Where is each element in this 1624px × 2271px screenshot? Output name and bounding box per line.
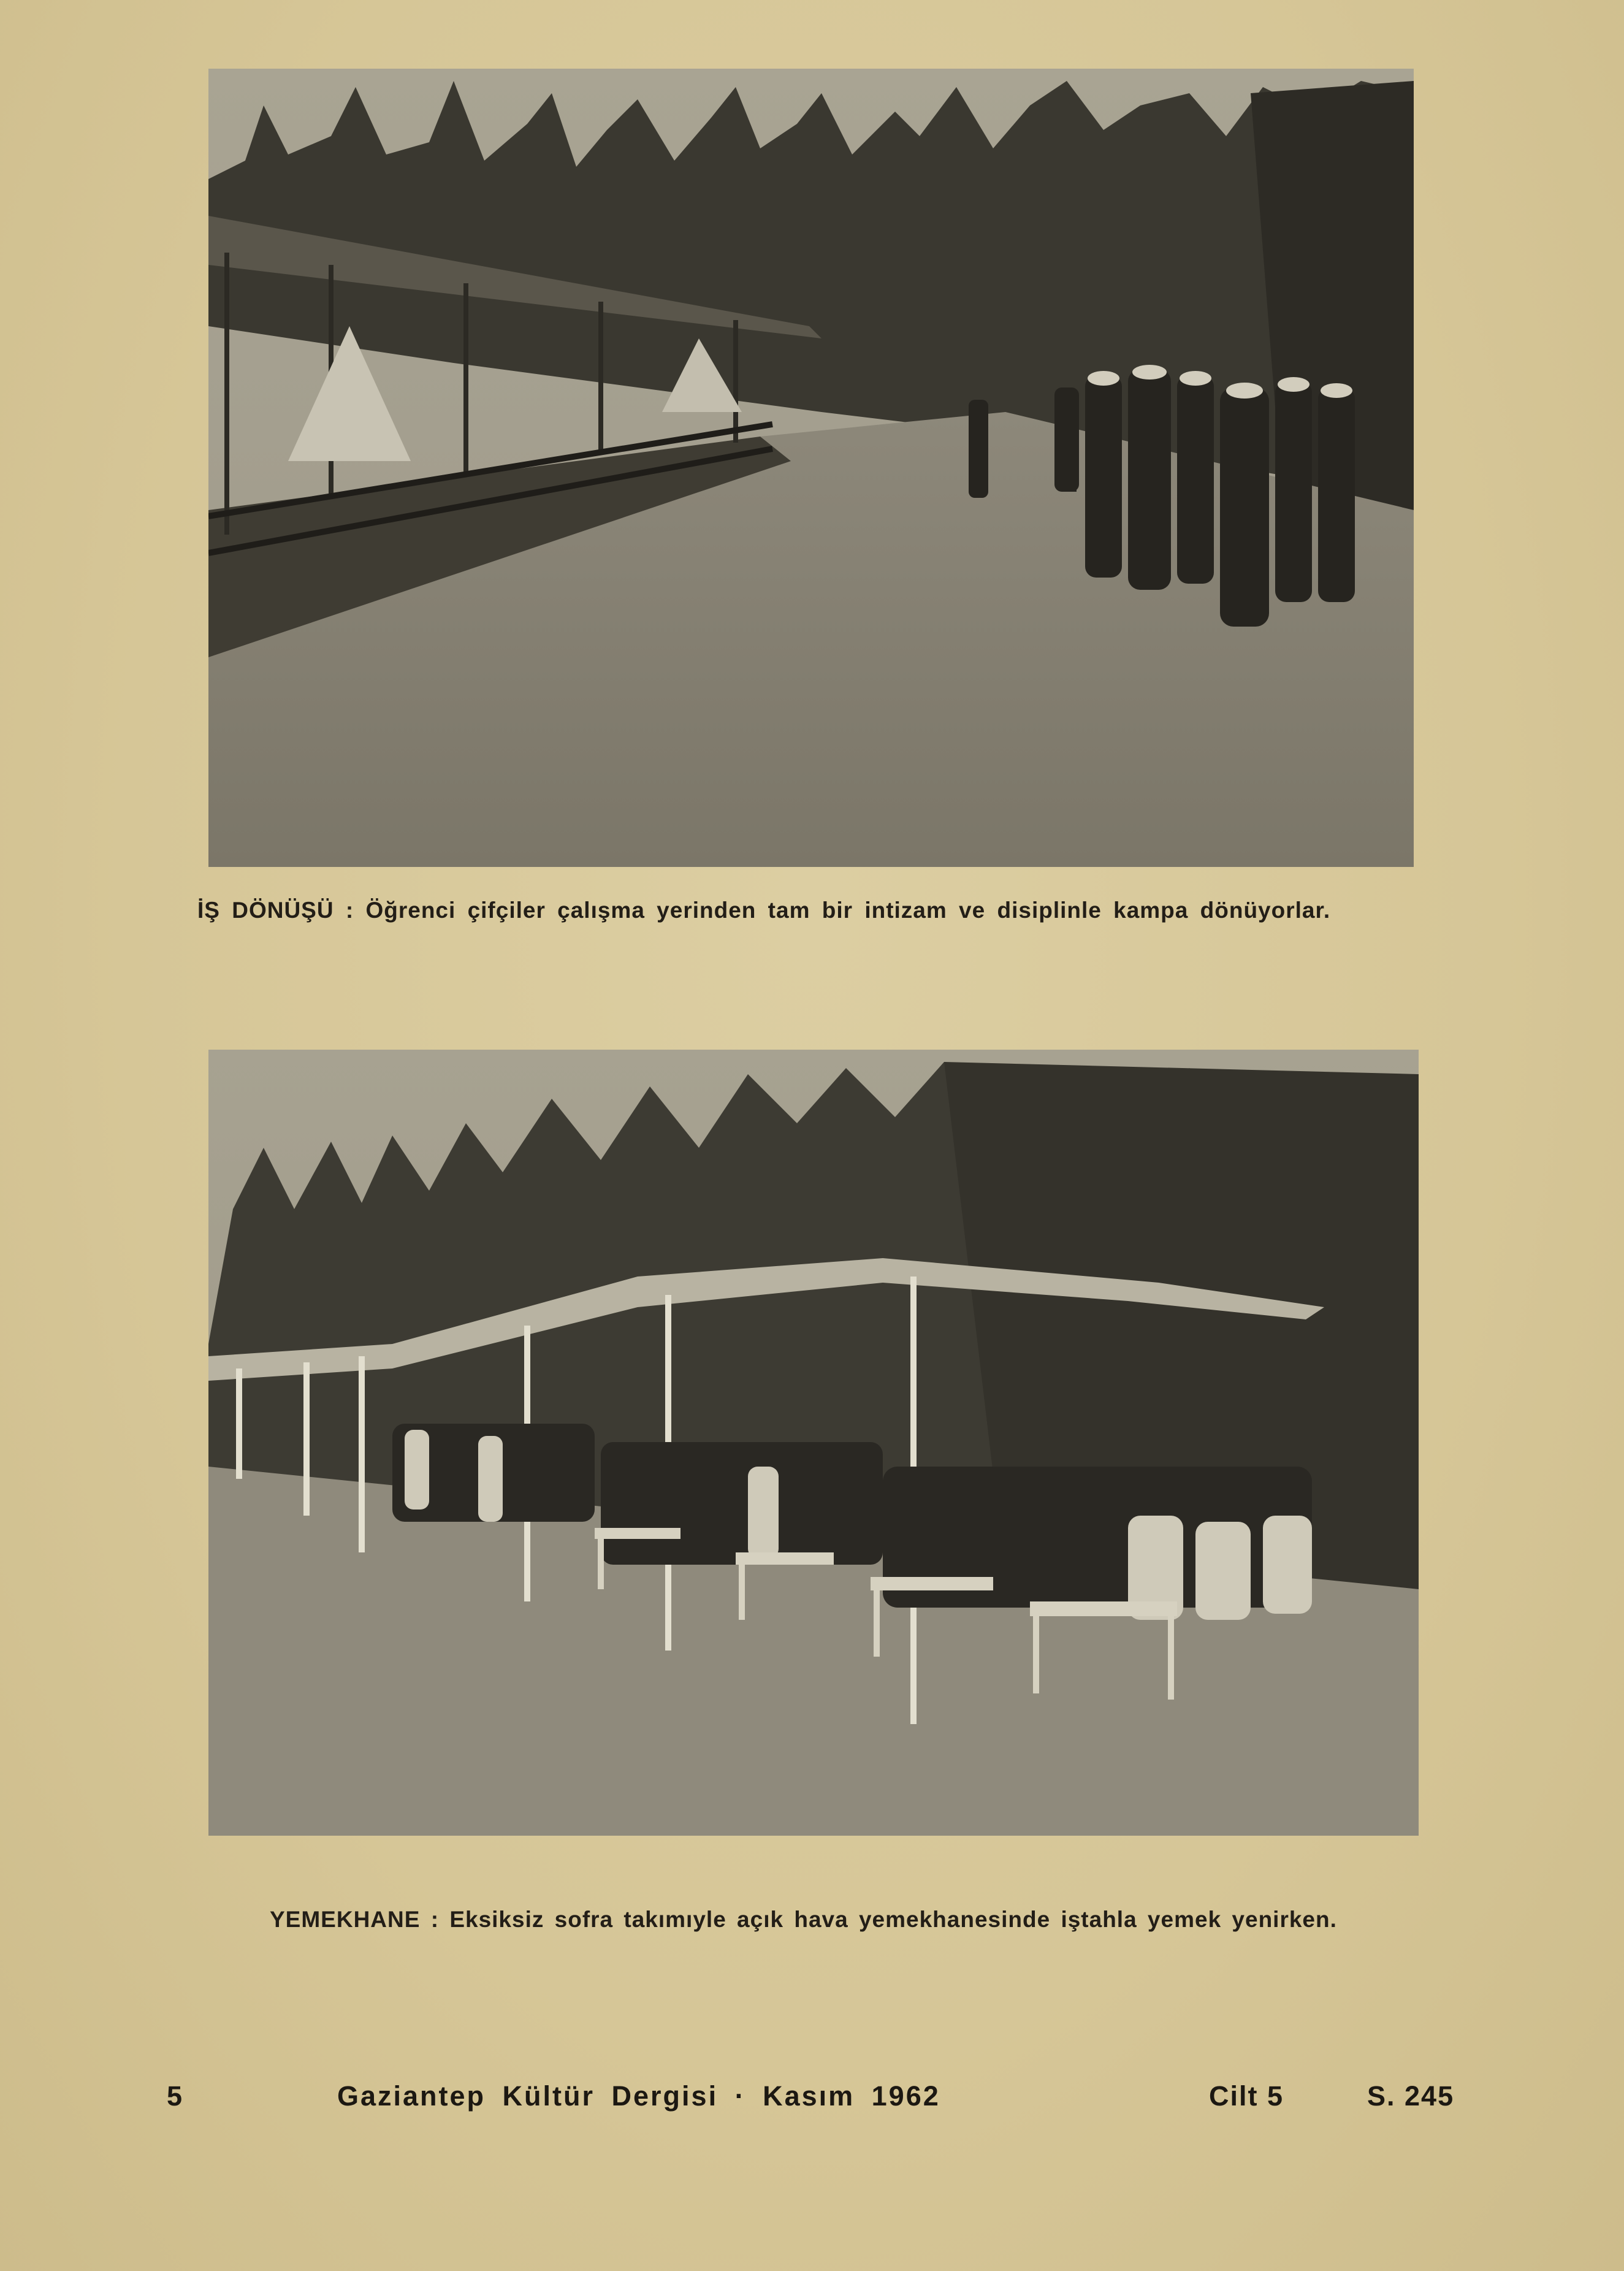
caption-top-separator: : — [334, 898, 366, 923]
caption-top — [197, 898, 1330, 923]
caption-bottom-text: Eksiksiz sofra takımıyle açık hava yemekhanesinde iştahla yemek yenirken. — [449, 1907, 1337, 1932]
caption-top-lead: İŞ DÖNÜŞÜ — [197, 898, 334, 923]
caption-bottom-lead: YEMEKHANE — [270, 1907, 421, 1932]
footer-volume: Cilt 5 — [1209, 2080, 1284, 2112]
photo-open-air-dining — [208, 1050, 1419, 1836]
footer-page-number: 5 — [167, 2080, 183, 2112]
photo-top-illustration — [208, 69, 1414, 867]
caption-bottom — [270, 1907, 1337, 1933]
photo-bottom-illustration — [208, 1050, 1419, 1836]
caption-top-text: Öğrenci çifçiler çalışma yerinden tam bir intizam ve disiplinle kampa dönüyorlar. — [365, 898, 1331, 923]
caption-bottom-separator: : — [420, 1907, 450, 1932]
footer-journal-title: Gaziantep Kültür Dergisi · Kasım 1962 — [337, 2080, 940, 2112]
footer-issue-number: S. 245 — [1367, 2080, 1455, 2112]
photo-students-returning — [208, 69, 1414, 867]
